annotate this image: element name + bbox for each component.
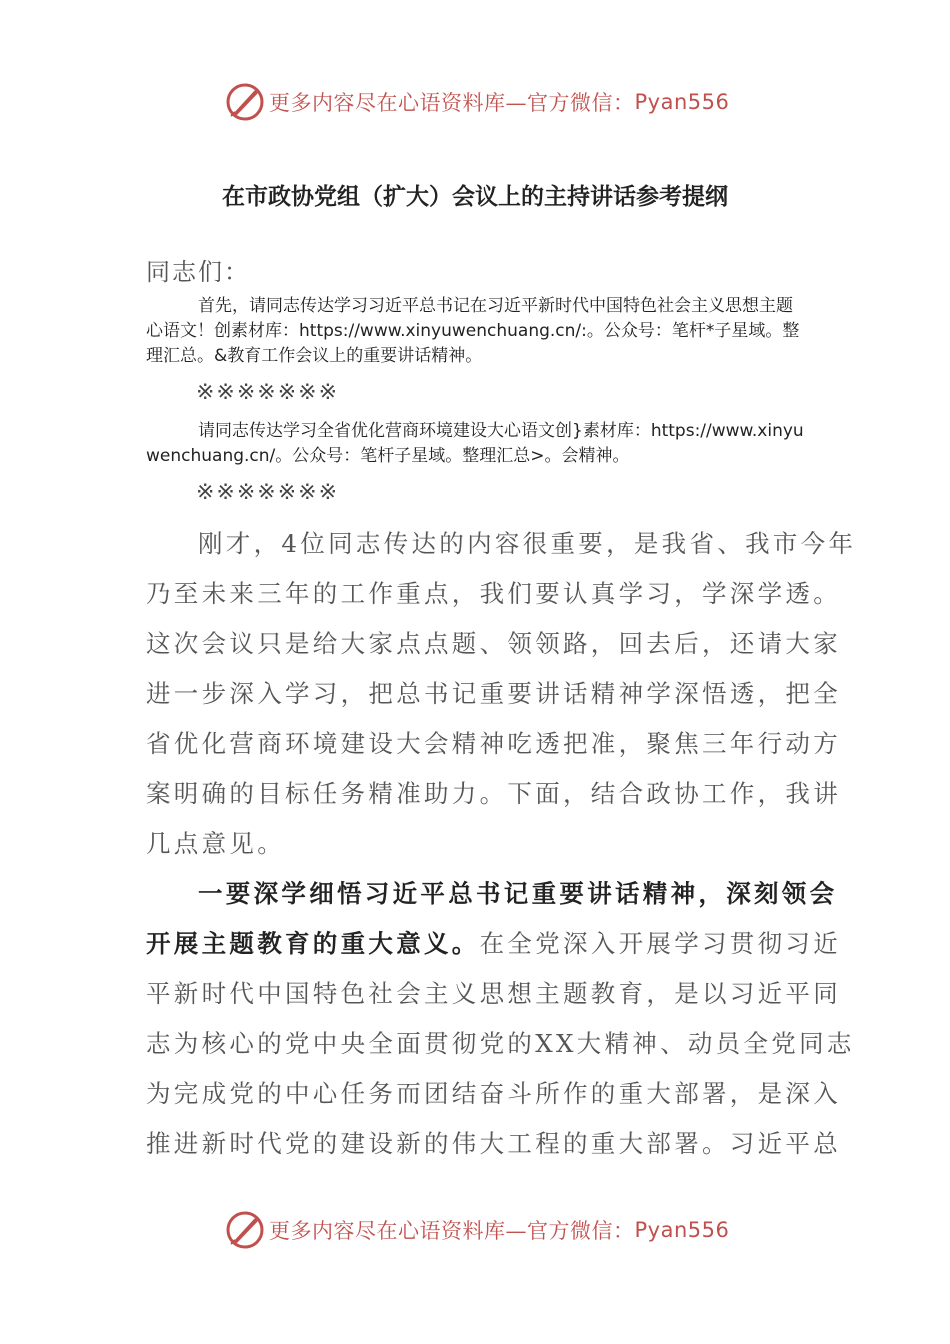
body-line: 推进新时代党的建设新的伟大工程的重大部署。习近平总 (146, 1129, 841, 1158)
body-line: 平新时代中国特色社会主义思想主题教育，是以习近平同 (146, 979, 841, 1008)
body-line: 乃至未来三年的工作重点，我们要认真学习，学深学透。 (146, 579, 841, 608)
footer-banner-text: 更多内容尽在心语资料库—官方微信： (269, 1219, 635, 1243)
separator-2: ※※※※※※※ (196, 480, 340, 505)
footer-banner (225, 1208, 785, 1252)
section-heading-line-2 (146, 919, 842, 969)
header-banner-text: 更多内容尽在心语资料库—官方微信： (269, 91, 635, 115)
document-title: 在市政协党组（扩大）会议上的主持讲话参考提纲 (222, 184, 728, 210)
body-line: 省优化营商环境建设大会精神吃透把准，聚焦三年行动方 (146, 729, 841, 758)
body-line: 几点意见。 (146, 829, 285, 858)
section-heading-bold: 开展主题教育的重大意义。 (146, 929, 480, 958)
quill-pen-icon (225, 82, 265, 122)
body-line: 刚才，4位同志传达的内容很重要，是我省、我市今年 (198, 529, 857, 558)
paragraph-1: 首先，请同志传达学习习近平总书记在习近平新时代中国特色社会主义思想主题心语文！创素材库：https://www.xinyuwenchuang.cn/:。公众号：笔杆*子星域。整理汇总。&教育工作会议上的重要讲话精神。 (146, 296, 800, 366)
paragraph-2: 请同志传达学习全省优化营商环境建设大心语文创}素材库：https://www.xinyuwenchuang.cn/。公众号：笔杆子星域。整理汇总>。会精神。 (146, 421, 804, 466)
body-line: 这次会议只是给大家点点题、领领路，回去后，还请大家 (146, 629, 841, 658)
quill-pen-icon (225, 1210, 265, 1250)
body-line: 进一步深入学习，把总书记重要讲话精神学深悟透，把全 (146, 679, 841, 708)
section-heading-line-1: 一要深学细悟习近平总书记重要讲话精神，深刻领会 (198, 879, 838, 908)
section-heading-rest: 在全党深入开展学习贯彻习近 (479, 929, 842, 958)
header-banner (225, 80, 785, 124)
body-line: 为完成党的中心任务而团结奋斗所作的重大部署，是深入 (146, 1079, 841, 1108)
salutation: 同志们： (146, 258, 250, 286)
body-line: 志为核心的党中央全面贯彻党的XX大精神、动员全党同志 (146, 1029, 855, 1058)
body-text (146, 519, 857, 1169)
separator-1: ※※※※※※※ (196, 380, 340, 405)
body-line: 案明确的目标任务精准助力。下面，结合政协工作，我讲 (146, 779, 841, 808)
footer-banner-handle: Pyan556 (634, 1218, 730, 1242)
header-banner-handle: Pyan556 (634, 90, 730, 114)
